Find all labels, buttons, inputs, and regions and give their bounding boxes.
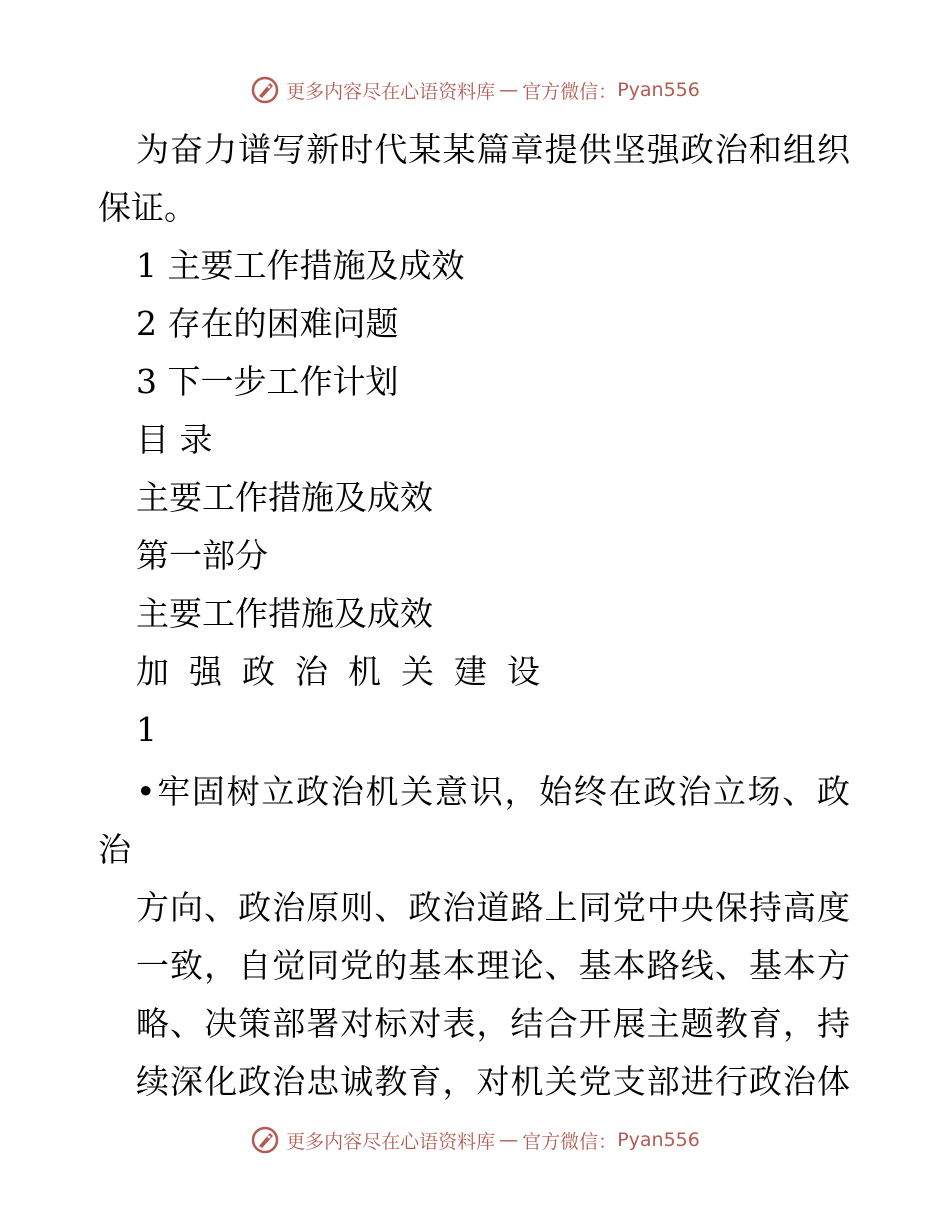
paragraph-line: 方向、政治原则、政治道路上同党中央保持高度: [136, 888, 850, 927]
watermark-official-label: 官方微信：: [522, 80, 618, 103]
watermark-separator: —: [499, 1129, 519, 1151]
paragraph-line: 为奋力谱写新时代某某篇章提供坚强政治和组织: [136, 130, 850, 169]
toc-item: 3 下一步工作计划: [136, 362, 399, 401]
part-label: 第一部分: [136, 536, 268, 575]
footer-watermark: [0, 1120, 950, 1160]
paragraph-line: 续深化政治忠诚教育，对机关党支部进行政治体: [136, 1062, 850, 1101]
toc-item: 2 存在的困难问题: [136, 304, 399, 343]
watermark-site-text: 更多内容尽在心语资料库: [286, 1130, 496, 1153]
header-watermark: [0, 70, 950, 110]
section-heading: 主要工作措施及成效: [136, 594, 433, 633]
paragraph-line: 略、决策部署对标对表，结合开展主题教育，持: [136, 1004, 850, 1043]
paragraph-line: 保证。: [98, 188, 197, 227]
pen-nib-circle-icon: [250, 1125, 280, 1155]
watermark-separator: —: [499, 79, 519, 101]
watermark-site-text: 更多内容尽在心语资料库: [286, 80, 496, 103]
watermark-wechat-id: Pyan556: [617, 79, 700, 101]
toc-item: 1 主要工作措施及成效: [136, 246, 465, 285]
watermark-official-label: 官方微信：: [522, 1130, 618, 1153]
watermark-wechat-id: Pyan556: [617, 1129, 700, 1151]
bullet-line: 治: [98, 830, 131, 869]
subsection-number: 1: [136, 710, 157, 749]
toc-title: 目 录: [136, 420, 213, 459]
bullet-line: •牢固树立政治机关意识，始终在政治立场、政: [136, 772, 850, 811]
section-heading: 主要工作措施及成效: [136, 478, 433, 517]
pen-nib-circle-icon: [250, 75, 280, 105]
subsection-title: 加强政治机关建设: [136, 652, 560, 691]
paragraph-line: 一致，自觉同党的基本理论、基本路线、基本方: [136, 946, 850, 985]
